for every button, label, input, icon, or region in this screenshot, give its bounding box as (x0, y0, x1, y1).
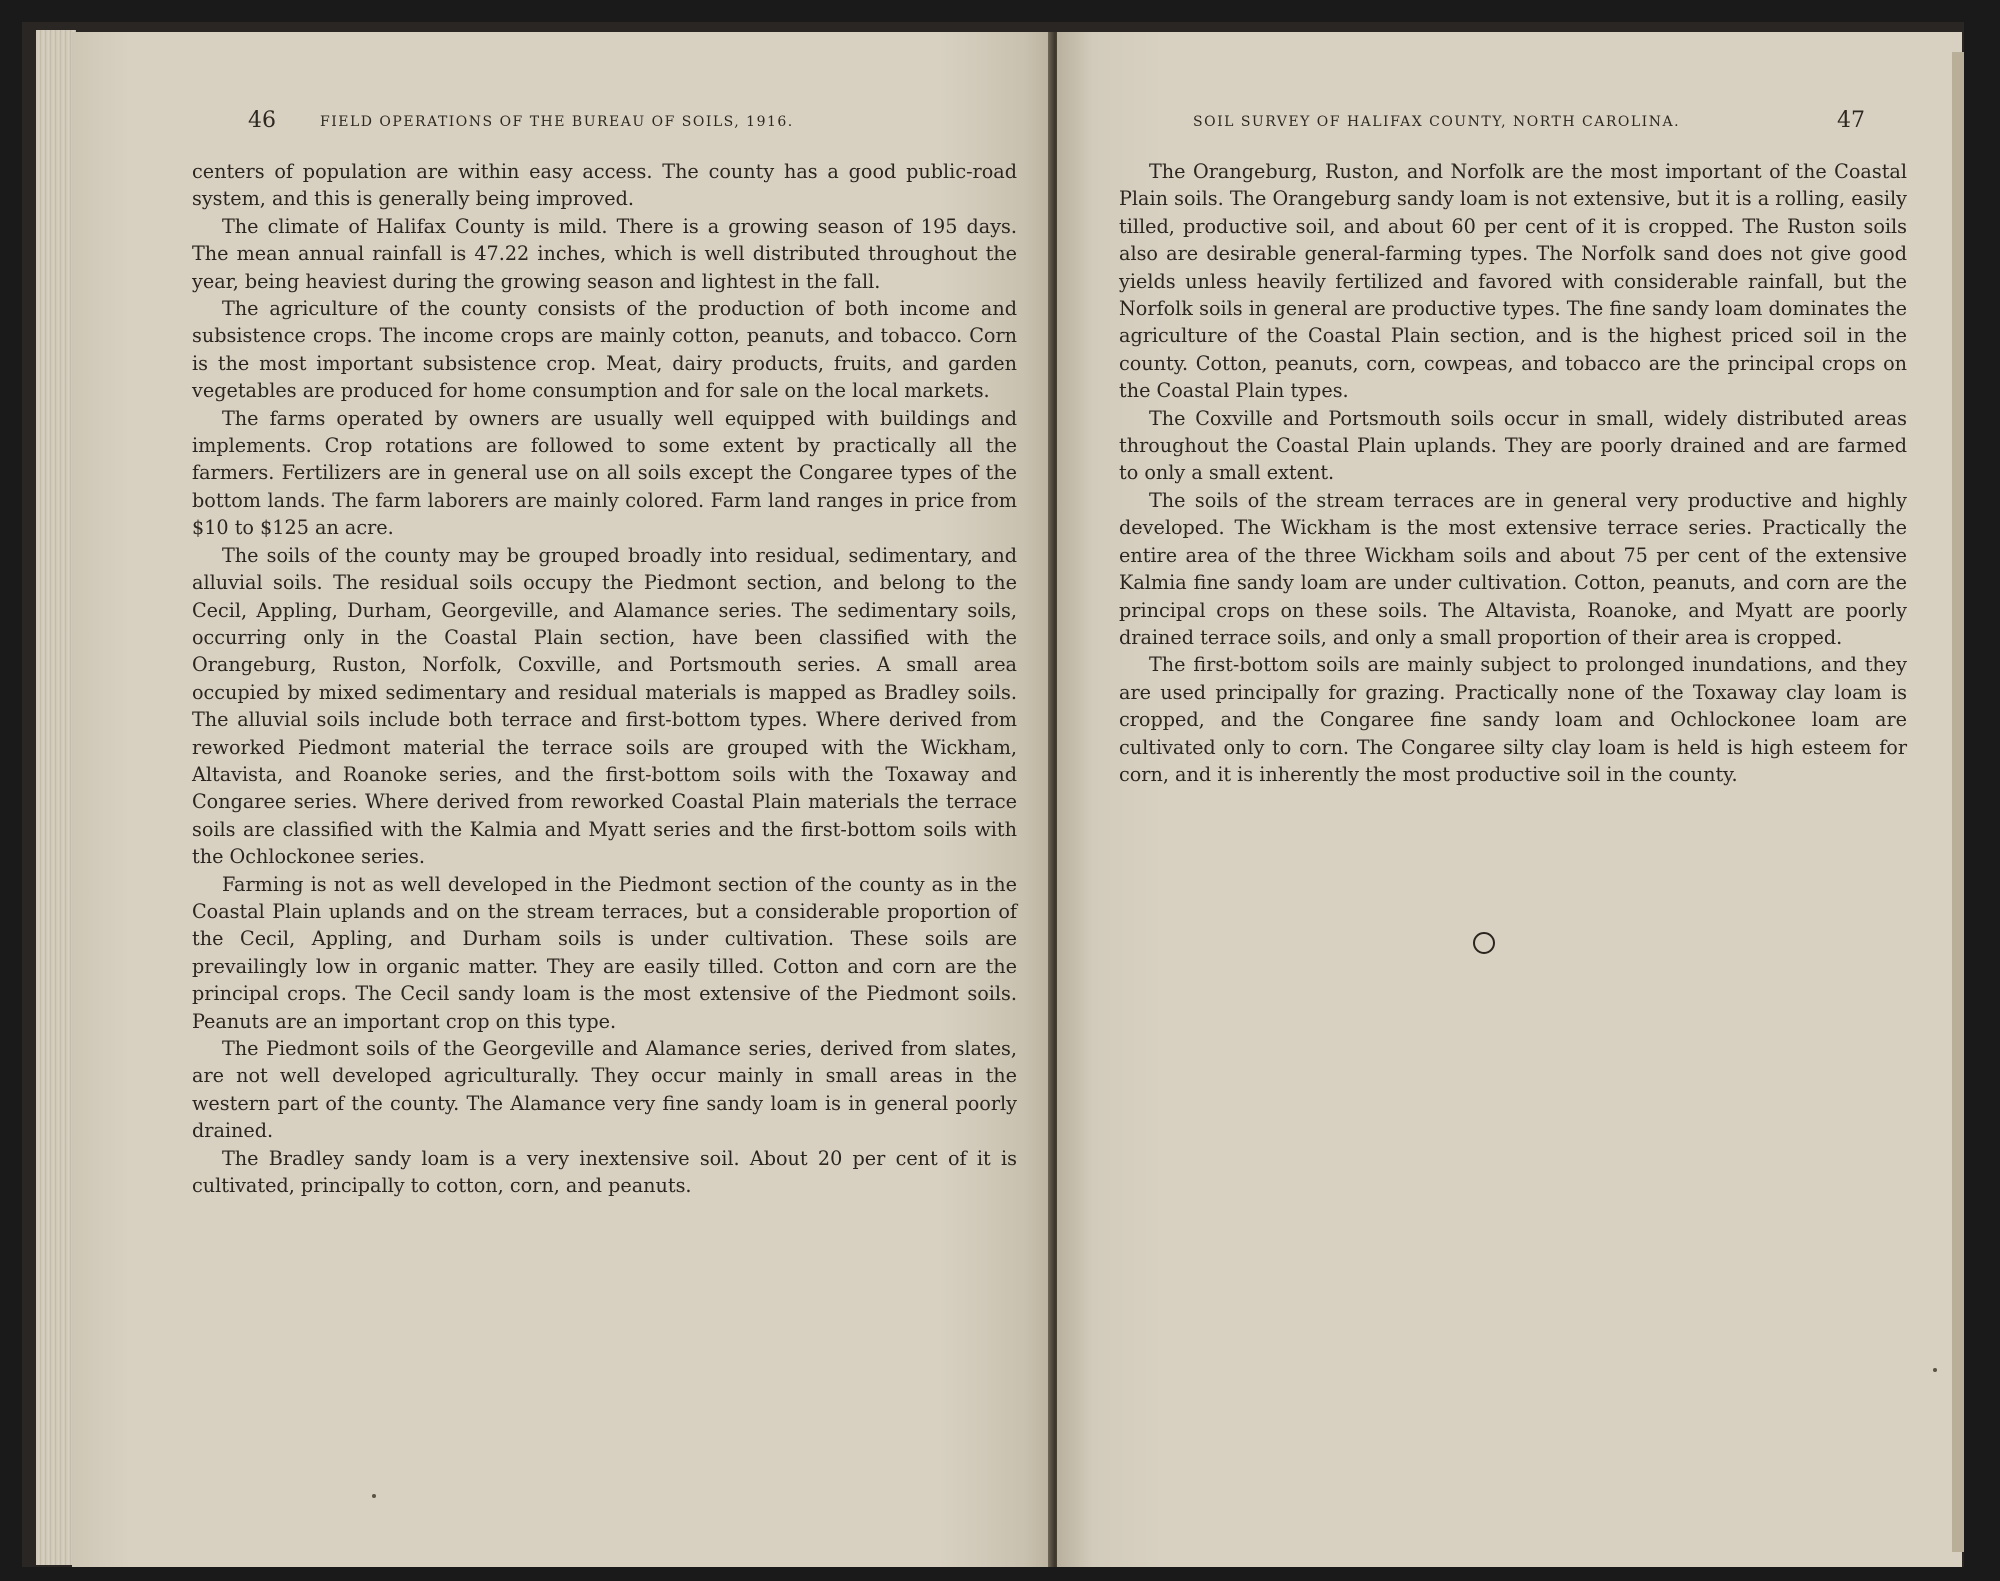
page-number: 47 (1837, 108, 1865, 133)
paragraph: Farming is not as well developed in the Piedmont section of the county as in the Coastal Plain uplands and on the stream terraces, but a considerable proportion of the Cecil, Appling, and Durham soils is under cultivation. These soils are prevailingly low in organic matter. They are easily tilled. Cotton and corn are the principal crops. The Cecil sandy loam is the most extensive of the Piedmont soils. Peanuts are an important crop on this type. (192, 872, 1017, 1033)
page-edges (1952, 52, 1964, 1552)
page-number: 46 (248, 108, 276, 133)
paragraph: The farms operated by owners are usually well equipped with buildings and implements. Crop rotations are followed to some extent by practically all the farmers. Fertilizers are in general use on all soils except the Congaree types of the bottom lands. The farm laborers are mainly colored. Farm land ranges in price from $10 to $125 an acre. (192, 406, 1017, 540)
circle-mark-icon (1473, 932, 1495, 954)
paragraph: The Bradley sandy loam is a very inextensive soil. About 20 per cent of it is cultivated, principally to cotton, corn, and peanuts. (192, 1146, 1017, 1198)
right-page (1057, 32, 1962, 1567)
paper-speck (1933, 1368, 1937, 1372)
paragraph: The soils of the stream terraces are in general very productive and highly developed. The Wickham is the most extensive terrace series. Practically the entire area of the three Wickham soils and about 75 per cent of the extensive Kalmia fine sandy loam are under cultivation. Cotton, peanuts, and corn are the principal crops on these soils. The Altavista, Roanoke, and Myatt are poorly drained terrace soils, and only a small proportion of their area is cropped. (1119, 488, 1907, 649)
left-page (72, 32, 1055, 1567)
paragraph: The climate of Halifax County is mild. There is a growing season of 195 days. The mean annual rainfall is 47.22 inches, which is well distributed throughout the year, being heaviest during the growing season and lightest in the fall. (192, 214, 1017, 293)
running-head: FIELD OPERATIONS OF THE BUREAU OF SOILS, 1916. (320, 114, 794, 130)
paragraph: centers of population are within easy access. The county has a good public-road system, and this is generally being improved. (192, 160, 1017, 211)
running-head: SOIL SURVEY OF HALIFAX COUNTY, NORTH CAROLINA. (1193, 114, 1681, 130)
text-column (192, 158, 1017, 1199)
paragraph: The Coxville and Portsmouth soils occur in small, widely distributed areas throughout the Coastal Plain uplands. They are poorly drained and are farmed to only a small extent. (1119, 406, 1907, 485)
text-column (1119, 158, 1907, 788)
page-edges (36, 30, 76, 1565)
paragraph: The agriculture of the county consists of the production of both income and subsistence crops. The income crops are mainly cotton, peanuts, and tobacco. Corn is the most important subsistence crop. Meat, dairy products, fruits, and garden vegetables are produced for home consumption and for sale on the local markets. (192, 297, 1017, 403)
book-spread (22, 22, 1964, 1567)
paragraph: The Orangeburg, Ruston, and Norfolk are the most important of the Coastal Plain soils. The Orangeburg sandy loam is not extensive, but it is a rolling, easily tilled, productive soil, and about 60 per cent of it is cropped. The Ruston soils also are desirable general-farming types. The Norfolk sand does not give good yields unless heavily fertilized and favored with considerable rainfall, but the Norfolk soils in general are productive types. The fine sandy loam dominates the agriculture of the Coastal Plain section, and is the highest priced soil in the county. Cotton, peanuts, corn, cowpeas, and tobacco are the principal crops on the Coastal Plain types. (1119, 160, 1907, 403)
paragraph: The soils of the county may be grouped broadly into residual, sedimentary, and alluvial soils. The residual soils occupy the Piedmont section, and belong to the Cecil, Appling, Durham, Georgeville, and Alamance series. The sedimentary soils, occurring only in the Coastal Plain section, have been classified with the Orangeburg, Ruston, Norfolk, Coxville, and Portsmouth series. A small area occupied by mixed sedimentary and residual materials is mapped as Bradley soils. The alluvial soils include both terrace and first-bottom types. Where derived from reworked Piedmont material the terrace soils are grouped with the Wickham, Altavista, and Roanoke series, and the first-bottom soils with the Toxaway and Congaree series. Where derived from reworked Coastal Plain materials the terrace soils are classified with the Kalmia and Myatt series and the first-bottom soils with the Ochlockonee series. (192, 543, 1017, 869)
paper-speck (372, 1494, 376, 1498)
paragraph: The first-bottom soils are mainly subject to prolonged inundations, and they are used principally for grazing. Practically none of the Toxaway clay loam is cropped, and the Congaree fine sandy loam and Ochlockonee loam are cultivated only to corn. The Congaree silty clay loam is held is high esteem for corn, and it is inherently the most productive soil in the county. (1119, 653, 1907, 786)
paragraph: The Piedmont soils of the Georgeville and Alamance series, derived from slates, are not well developed agriculturally. They occur mainly in small areas in the western part of the county. The Alamance very fine sandy loam is in general poorly drained. (192, 1037, 1017, 1143)
